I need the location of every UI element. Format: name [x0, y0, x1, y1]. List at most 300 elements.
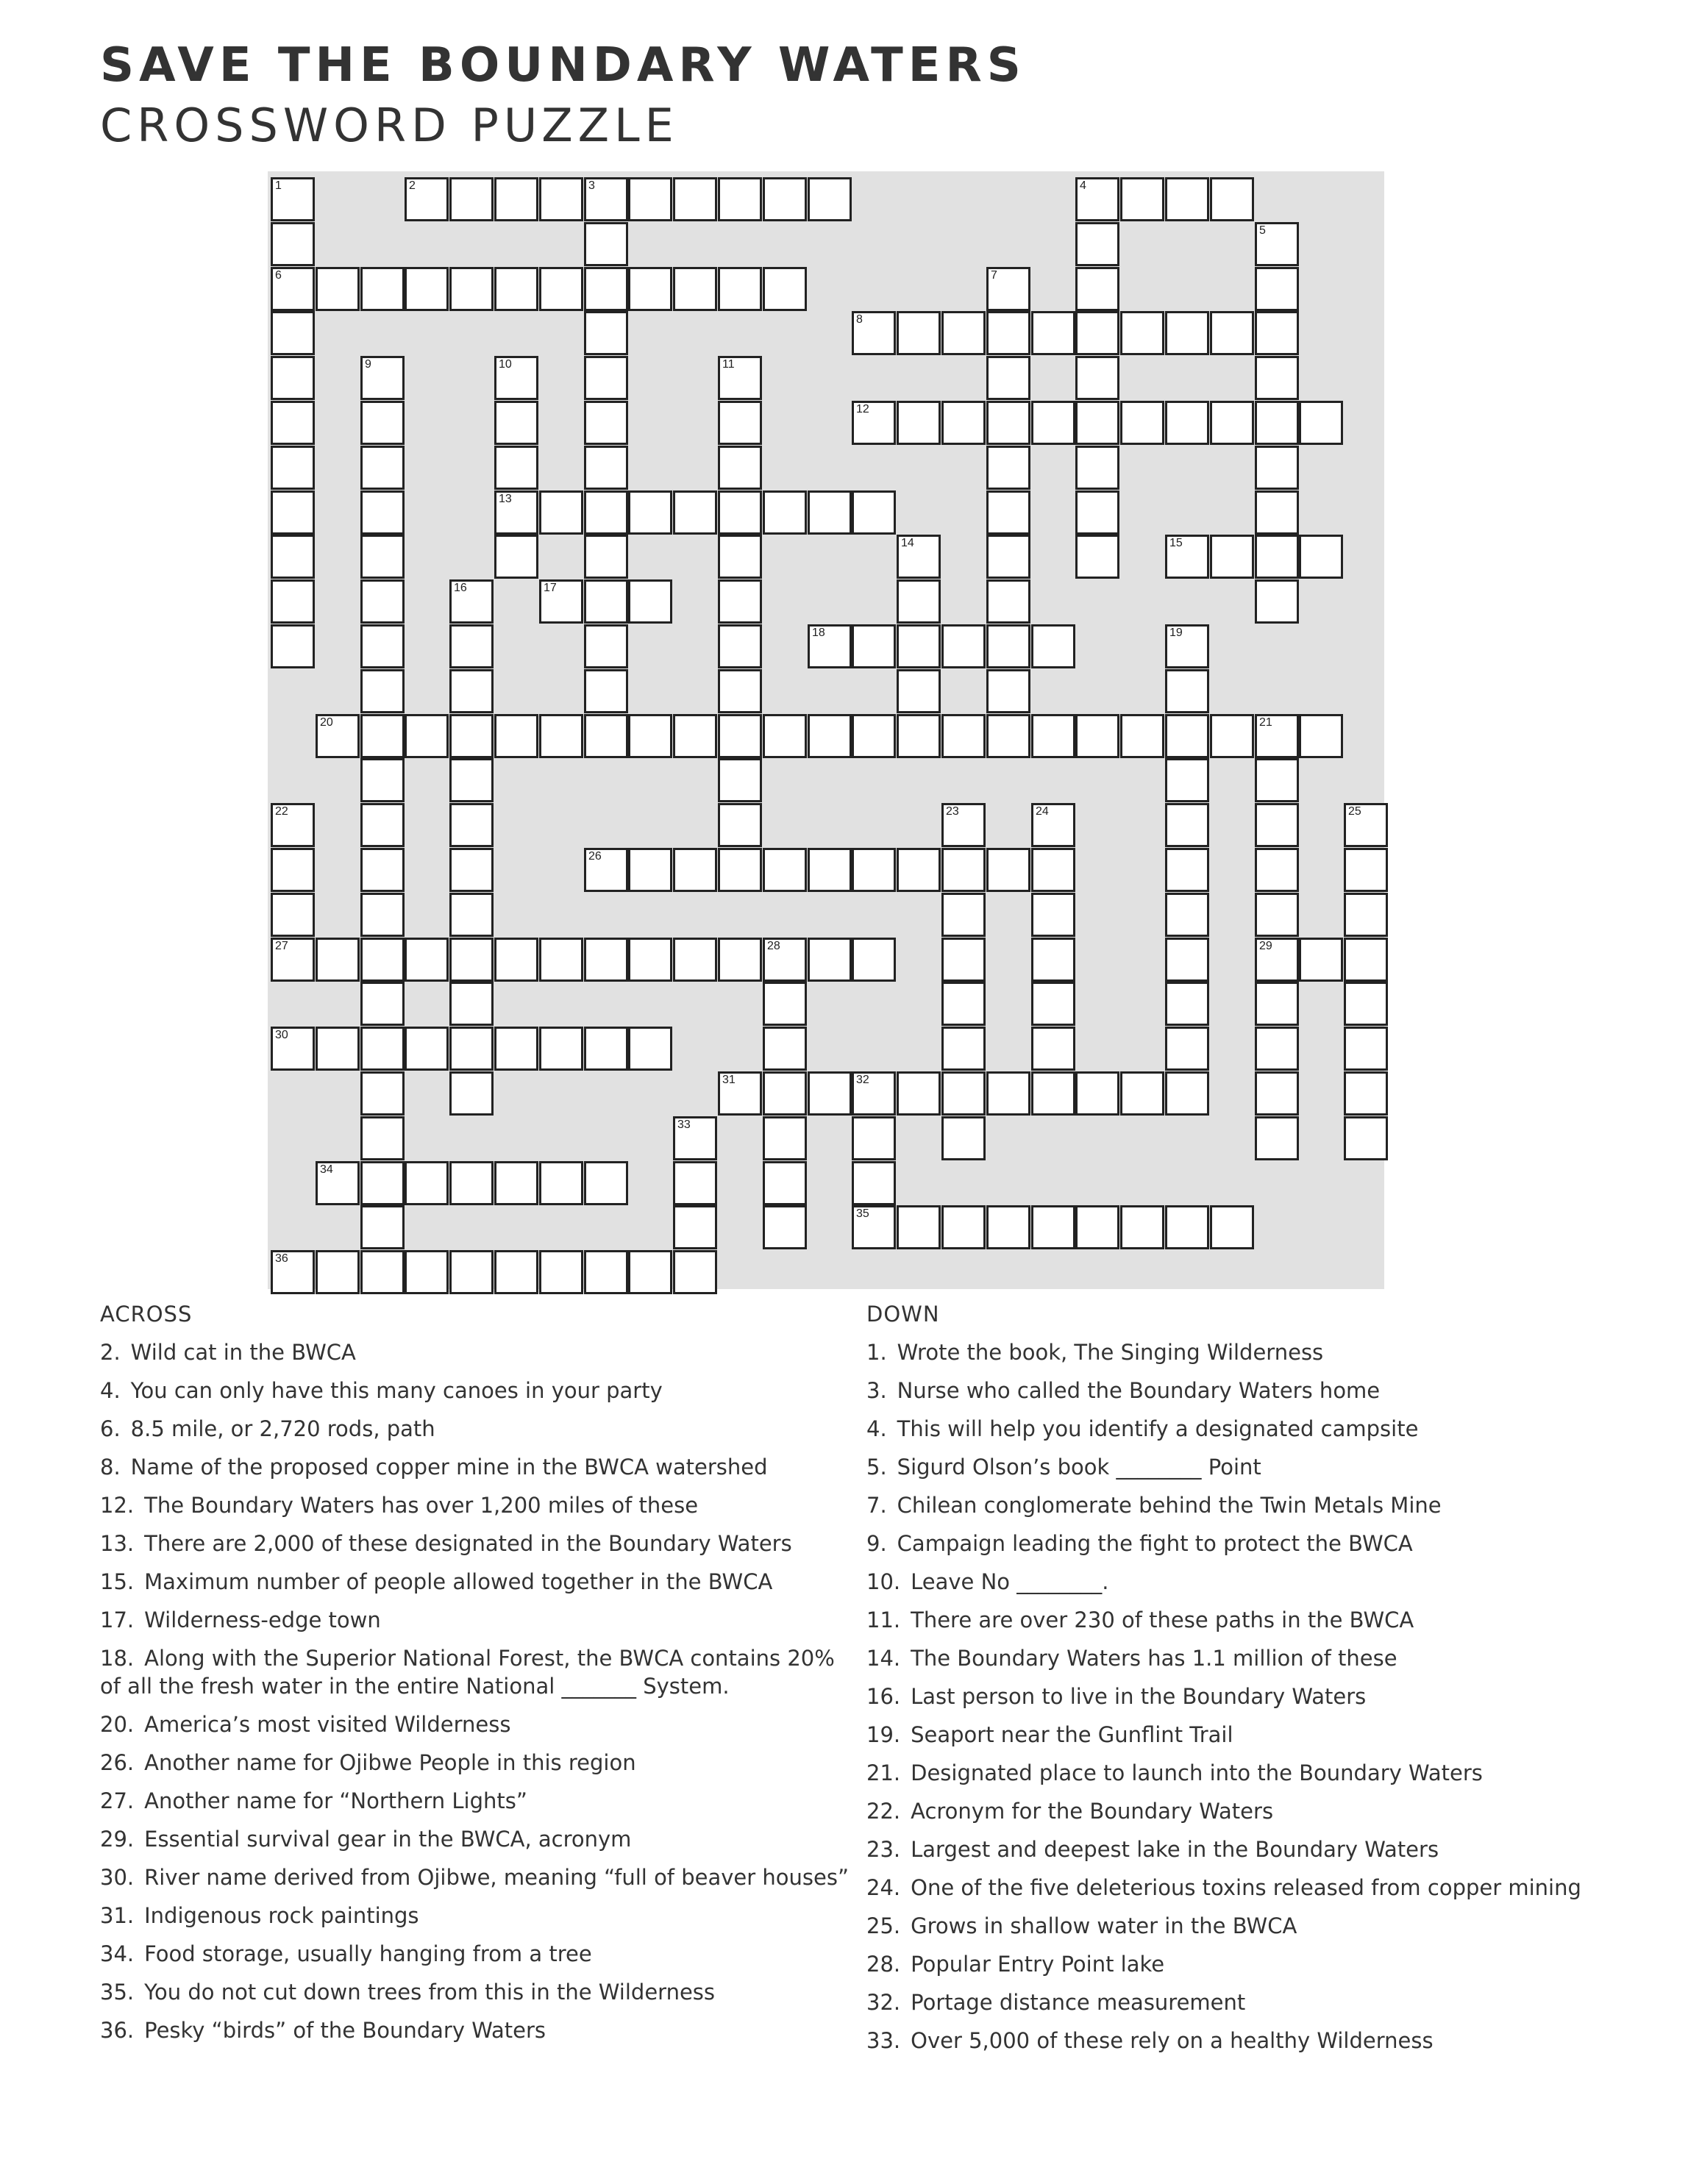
crossword-cell[interactable]: [628, 938, 672, 982]
crossword-cell[interactable]: [1120, 401, 1164, 445]
crossword-cell[interactable]: [673, 938, 717, 982]
crossword-cell[interactable]: [449, 1250, 494, 1294]
crossword-cell[interactable]: [1299, 401, 1343, 445]
crossword-cell[interactable]: [673, 1161, 717, 1205]
crossword-cell[interactable]: [584, 848, 628, 892]
crossword-cell[interactable]: [941, 982, 986, 1026]
crossword-cell[interactable]: [808, 490, 852, 535]
crossword-cell[interactable]: [1255, 446, 1299, 490]
crossword-cell[interactable]: [808, 848, 852, 892]
crossword-cell[interactable]: [360, 803, 405, 847]
crossword-cell[interactable]: [941, 803, 986, 847]
crossword-cell[interactable]: [271, 222, 315, 266]
crossword-cell[interactable]: [852, 1161, 896, 1205]
crossword-cell[interactable]: [584, 1027, 628, 1071]
crossword-cell[interactable]: [1299, 714, 1343, 758]
crossword-cell[interactable]: [718, 401, 762, 445]
crossword-cell[interactable]: [852, 624, 896, 668]
crossword-cell[interactable]: [673, 714, 717, 758]
crossword-cell[interactable]: [986, 401, 1030, 445]
crossword-cell[interactable]: [539, 267, 583, 311]
crossword-cell[interactable]: [763, 982, 807, 1026]
crossword-cell[interactable]: [1075, 222, 1119, 266]
crossword-cell[interactable]: [539, 1027, 583, 1071]
crossword-cell[interactable]: [673, 1116, 717, 1160]
crossword-cell[interactable]: [941, 938, 986, 982]
crossword-cell[interactable]: [360, 267, 405, 311]
clue-text: One of the five deleterious toxins released from copper mining: [911, 1875, 1581, 1900]
crossword-cell[interactable]: [539, 1250, 583, 1294]
crossword-cell[interactable]: [494, 1250, 538, 1294]
crossword-cell[interactable]: [986, 535, 1030, 579]
crossword-cell[interactable]: [271, 803, 315, 847]
crossword-cell[interactable]: [808, 938, 852, 982]
crossword-cell[interactable]: [986, 669, 1030, 713]
crossword-cell[interactable]: [718, 758, 762, 802]
clue-label-number: 25.: [866, 1913, 901, 1938]
crossword-cell[interactable]: [449, 267, 494, 311]
crossword-cell[interactable]: [941, 1027, 986, 1071]
crossword-cell[interactable]: [986, 624, 1030, 668]
crossword-cell[interactable]: [539, 938, 583, 982]
crossword-cell[interactable]: [941, 714, 986, 758]
crossword-cell[interactable]: [271, 1250, 315, 1294]
crossword-cell[interactable]: [1165, 938, 1209, 982]
crossword-cell[interactable]: [1031, 624, 1075, 668]
crossword-cell[interactable]: [494, 714, 538, 758]
crossword-cell[interactable]: [449, 938, 494, 982]
clue-label-number: 10.: [866, 1569, 901, 1594]
crossword-cell[interactable]: [763, 1116, 807, 1160]
crossword-cell[interactable]: [584, 714, 628, 758]
clue-text: Grows in shallow water in the BWCA: [911, 1913, 1297, 1938]
crossword-cell[interactable]: [316, 1027, 360, 1071]
crossword-cell[interactable]: [1344, 982, 1388, 1026]
crossword-cell[interactable]: [1165, 1205, 1209, 1249]
crossword-cell[interactable]: [360, 535, 405, 579]
crossword-cell[interactable]: [494, 401, 538, 445]
crossword-cell[interactable]: [1344, 803, 1388, 847]
crossword-cell[interactable]: [1031, 714, 1075, 758]
crossword-cell[interactable]: [1031, 982, 1075, 1026]
crossword-cell[interactable]: [360, 1116, 405, 1160]
crossword-cell[interactable]: [763, 490, 807, 535]
crossword-cell[interactable]: [1210, 1205, 1254, 1249]
crossword-cell[interactable]: [852, 401, 896, 445]
crossword-cell[interactable]: [673, 177, 717, 221]
crossword-cell[interactable]: [1165, 1071, 1209, 1116]
crossword-cell[interactable]: [1075, 1205, 1119, 1249]
crossword-cell[interactable]: [628, 579, 672, 624]
crossword-cell[interactable]: [449, 758, 494, 802]
crossword-cell[interactable]: [1075, 535, 1119, 579]
crossword-cell[interactable]: [1255, 401, 1299, 445]
crossword-cell[interactable]: [360, 1205, 405, 1249]
crossword-cell[interactable]: [986, 267, 1030, 311]
crossword-cell[interactable]: [584, 446, 628, 490]
crossword-cell[interactable]: [718, 714, 762, 758]
crossword-cell[interactable]: [271, 401, 315, 445]
crossword-cell[interactable]: [673, 848, 717, 892]
crossword-cell[interactable]: [1255, 356, 1299, 400]
crossword-cell[interactable]: [449, 982, 494, 1026]
crossword-cell[interactable]: [763, 848, 807, 892]
crossword-cell[interactable]: [584, 624, 628, 668]
crossword-cell[interactable]: [718, 356, 762, 400]
crossword-cell[interactable]: [808, 624, 852, 668]
crossword-cell[interactable]: [897, 669, 941, 713]
crossword-cell[interactable]: [1120, 311, 1164, 355]
crossword-cell[interactable]: [897, 624, 941, 668]
crossword-cell[interactable]: [1120, 177, 1164, 221]
crossword-cell[interactable]: [271, 579, 315, 624]
crossword-cell[interactable]: [360, 714, 405, 758]
crossword-cell[interactable]: [763, 1161, 807, 1205]
crossword-cell[interactable]: [986, 714, 1030, 758]
crossword-cell[interactable]: [808, 177, 852, 221]
crossword-cell[interactable]: [360, 401, 405, 445]
crossword-cell[interactable]: [1031, 893, 1075, 937]
crossword-cell[interactable]: [360, 982, 405, 1026]
crossword-cell[interactable]: [718, 624, 762, 668]
crossword-cell[interactable]: [1255, 1116, 1299, 1160]
crossword-cell[interactable]: [628, 848, 672, 892]
crossword-cell[interactable]: [271, 267, 315, 311]
crossword-cell[interactable]: [1344, 848, 1388, 892]
across-clue: [100, 2016, 850, 2044]
crossword-cell[interactable]: [718, 535, 762, 579]
crossword-cell[interactable]: [986, 356, 1030, 400]
crossword-cell[interactable]: [360, 579, 405, 624]
crossword-cell[interactable]: [941, 311, 986, 355]
crossword-cell[interactable]: [1075, 401, 1119, 445]
crossword-cell[interactable]: [852, 848, 896, 892]
crossword-cell[interactable]: [360, 938, 405, 982]
crossword-cell[interactable]: [316, 938, 360, 982]
crossword-cell[interactable]: [584, 311, 628, 355]
crossword-cell[interactable]: [1075, 311, 1119, 355]
crossword-cell[interactable]: [628, 177, 672, 221]
crossword-cell[interactable]: [718, 1071, 762, 1116]
crossword-cell[interactable]: [628, 490, 672, 535]
crossword-cell[interactable]: [897, 401, 941, 445]
crossword-cell[interactable]: [1210, 535, 1254, 579]
crossword-cell[interactable]: [271, 356, 315, 400]
crossword-cell[interactable]: [449, 803, 494, 847]
crossword-cell[interactable]: [673, 1250, 717, 1294]
crossword-cell[interactable]: [360, 446, 405, 490]
crossword-cell[interactable]: [1255, 311, 1299, 355]
crossword-cell[interactable]: [1344, 1027, 1388, 1071]
crossword-cell[interactable]: [405, 714, 449, 758]
crossword-cell[interactable]: [539, 579, 583, 624]
crossword-cell[interactable]: [941, 1116, 986, 1160]
crossword-cell[interactable]: [449, 893, 494, 937]
crossword-cell[interactable]: [449, 1027, 494, 1071]
crossword-cell[interactable]: [897, 848, 941, 892]
crossword-cell[interactable]: [360, 669, 405, 713]
crossword-cell[interactable]: [360, 1250, 405, 1294]
crossword-cell[interactable]: [1031, 1071, 1075, 1116]
crossword-cell[interactable]: [628, 1027, 672, 1071]
crossword-cell[interactable]: [852, 938, 896, 982]
crossword-cell[interactable]: [808, 714, 852, 758]
crossword-cell[interactable]: [1344, 893, 1388, 937]
crossword-cell[interactable]: [584, 490, 628, 535]
crossword-cell[interactable]: [941, 1071, 986, 1116]
crossword-cell[interactable]: [584, 401, 628, 445]
crossword-cell[interactable]: [449, 848, 494, 892]
crossword-cell[interactable]: [763, 267, 807, 311]
crossword-cell[interactable]: [1210, 714, 1254, 758]
crossword-cell[interactable]: [1031, 401, 1075, 445]
crossword-cell[interactable]: [316, 714, 360, 758]
crossword-cell[interactable]: [1075, 267, 1119, 311]
crossword-cell[interactable]: [494, 177, 538, 221]
crossword-cell[interactable]: [449, 579, 494, 624]
crossword-cell[interactable]: [628, 267, 672, 311]
crossword-cell[interactable]: [1165, 848, 1209, 892]
crossword-cell[interactable]: [986, 311, 1030, 355]
crossword-cell[interactable]: [718, 848, 762, 892]
crossword-cell[interactable]: [360, 758, 405, 802]
crossword-cell[interactable]: [852, 714, 896, 758]
crossword-cell[interactable]: [852, 1071, 896, 1116]
crossword-cell[interactable]: [494, 356, 538, 400]
crossword-cell[interactable]: [1165, 177, 1209, 221]
crossword-cell[interactable]: [584, 1161, 628, 1205]
crossword-cell[interactable]: [941, 893, 986, 937]
crossword-cell[interactable]: [449, 624, 494, 668]
crossword-cell[interactable]: [584, 938, 628, 982]
crossword-cell[interactable]: [986, 1071, 1030, 1116]
crossword-cell[interactable]: [271, 1027, 315, 1071]
crossword-cell[interactable]: [360, 1027, 405, 1071]
crossword-cell[interactable]: [852, 490, 896, 535]
crossword-cell[interactable]: [1255, 222, 1299, 266]
crossword-cell[interactable]: [1255, 1071, 1299, 1116]
crossword-cell[interactable]: [316, 1161, 360, 1205]
crossword-cell[interactable]: [628, 714, 672, 758]
crossword-cell[interactable]: [897, 579, 941, 624]
crossword-cell[interactable]: [1255, 982, 1299, 1026]
crossword-cell[interactable]: [494, 490, 538, 535]
crossword-cell[interactable]: [494, 1027, 538, 1071]
crossword-cell[interactable]: [584, 177, 628, 221]
crossword-cell[interactable]: [852, 1205, 896, 1249]
crossword-cell[interactable]: [1120, 714, 1164, 758]
crossword-cell[interactable]: [405, 267, 449, 311]
crossword-cell[interactable]: [494, 446, 538, 490]
crossword-cell[interactable]: [763, 1027, 807, 1071]
crossword-cell[interactable]: [539, 1161, 583, 1205]
crossword-cell[interactable]: [1210, 311, 1254, 355]
crossword-cell[interactable]: [763, 177, 807, 221]
crossword-cell[interactable]: [941, 848, 986, 892]
crossword-cell[interactable]: [360, 848, 405, 892]
crossword-cell[interactable]: [584, 356, 628, 400]
crossword-cell[interactable]: [897, 1071, 941, 1116]
crossword-cell[interactable]: [1255, 714, 1299, 758]
crossword-cell[interactable]: [718, 669, 762, 713]
crossword-cell[interactable]: [271, 490, 315, 535]
crossword-cell[interactable]: [628, 1250, 672, 1294]
crossword-cell[interactable]: [1165, 893, 1209, 937]
crossword-cell[interactable]: [1255, 848, 1299, 892]
crossword-cell[interactable]: [763, 714, 807, 758]
crossword-cell[interactable]: [584, 222, 628, 266]
crossword-cell[interactable]: [360, 1161, 405, 1205]
crossword-cell[interactable]: [1255, 758, 1299, 802]
crossword-cell[interactable]: [986, 579, 1030, 624]
crossword-cell[interactable]: [1255, 579, 1299, 624]
crossword-cell[interactable]: [1165, 535, 1209, 579]
crossword-cell[interactable]: [539, 714, 583, 758]
crossword-cell[interactable]: [852, 1116, 896, 1160]
crossword-cell[interactable]: [405, 1027, 449, 1071]
crossword-cell[interactable]: [271, 624, 315, 668]
crossword-cell[interactable]: [271, 938, 315, 982]
crossword-cell[interactable]: [941, 624, 986, 668]
crossword-cell[interactable]: [584, 267, 628, 311]
crossword-cell[interactable]: [718, 267, 762, 311]
crossword-cell[interactable]: [316, 267, 360, 311]
crossword-cell[interactable]: [673, 1205, 717, 1249]
crossword-cell[interactable]: [986, 848, 1030, 892]
crossword-cell[interactable]: [584, 1250, 628, 1294]
crossword-cell[interactable]: [1165, 714, 1209, 758]
crossword-cell[interactable]: [941, 401, 986, 445]
crossword-cell[interactable]: [449, 1161, 494, 1205]
crossword-cell[interactable]: [1075, 714, 1119, 758]
crossword-cell[interactable]: [449, 714, 494, 758]
crossword-cell[interactable]: [494, 535, 538, 579]
crossword-cell[interactable]: [360, 356, 405, 400]
crossword-cell[interactable]: [673, 490, 717, 535]
crossword-cell[interactable]: [718, 490, 762, 535]
crossword-cell[interactable]: [271, 177, 315, 221]
crossword-cell[interactable]: [405, 1161, 449, 1205]
crossword-cell[interactable]: [539, 490, 583, 535]
crossword-cell[interactable]: [852, 311, 896, 355]
clue-label-number: 2.: [100, 1340, 121, 1365]
crossword-cell[interactable]: [1165, 669, 1209, 713]
crossword-cell[interactable]: [316, 1250, 360, 1294]
crossword-cell[interactable]: [1165, 401, 1209, 445]
crossword-cell[interactable]: [1344, 1071, 1388, 1116]
crossword-cell[interactable]: [897, 535, 941, 579]
crossword-cell[interactable]: [1165, 311, 1209, 355]
crossword-cell[interactable]: [763, 938, 807, 982]
crossword-cell[interactable]: [897, 714, 941, 758]
crossword-cell[interactable]: [1210, 401, 1254, 445]
clue-number: 19: [1169, 627, 1183, 639]
crossword-cell[interactable]: [1255, 803, 1299, 847]
crossword-cell[interactable]: [986, 446, 1030, 490]
crossword-cell[interactable]: [1255, 535, 1299, 579]
crossword-cell[interactable]: [1165, 758, 1209, 802]
crossword-cell[interactable]: [271, 446, 315, 490]
crossword-cell[interactable]: [1344, 1116, 1388, 1160]
crossword-cell[interactable]: [763, 1205, 807, 1249]
crossword-cell[interactable]: [673, 267, 717, 311]
crossword-cell[interactable]: [1344, 938, 1388, 982]
crossword-cell[interactable]: [584, 669, 628, 713]
crossword-cell[interactable]: [494, 938, 538, 982]
crossword-cell[interactable]: [271, 311, 315, 355]
crossword-cell[interactable]: [1120, 1071, 1164, 1116]
crossword-cell[interactable]: [360, 490, 405, 535]
crossword-cell[interactable]: [1255, 893, 1299, 937]
crossword-cell[interactable]: [271, 848, 315, 892]
crossword-cell[interactable]: [1255, 1027, 1299, 1071]
crossword-cell[interactable]: [1031, 1205, 1075, 1249]
crossword-cell[interactable]: [539, 177, 583, 221]
crossword-cell[interactable]: [1165, 982, 1209, 1026]
crossword-cell[interactable]: [986, 1205, 1030, 1249]
crossword-cell[interactable]: [1165, 803, 1209, 847]
crossword-cell[interactable]: [1165, 624, 1209, 668]
crossword-cell[interactable]: [405, 938, 449, 982]
crossword-cell[interactable]: [1299, 535, 1343, 579]
crossword-cell[interactable]: [494, 267, 538, 311]
crossword-cell[interactable]: [1031, 1027, 1075, 1071]
crossword-cell[interactable]: [1075, 490, 1119, 535]
crossword-cell[interactable]: [718, 803, 762, 847]
crossword-cell[interactable]: [584, 535, 628, 579]
crossword-cell[interactable]: [718, 177, 762, 221]
crossword-cell[interactable]: [449, 177, 494, 221]
crossword-cell[interactable]: [405, 1250, 449, 1294]
crossword-cell[interactable]: [494, 1161, 538, 1205]
crossword-cell[interactable]: [1210, 177, 1254, 221]
crossword-cell[interactable]: [897, 311, 941, 355]
crossword-cell[interactable]: [449, 1071, 494, 1116]
crossword-cell[interactable]: [808, 1071, 852, 1116]
crossword-cell[interactable]: [718, 938, 762, 982]
crossword-cell[interactable]: [1120, 1205, 1164, 1249]
crossword-cell[interactable]: [1031, 311, 1075, 355]
crossword-cell[interactable]: [449, 669, 494, 713]
crossword-cell[interactable]: [1075, 177, 1119, 221]
crossword-cell[interactable]: [360, 624, 405, 668]
crossword-cell[interactable]: [1255, 267, 1299, 311]
crossword-cell[interactable]: [360, 1071, 405, 1116]
crossword-cell[interactable]: [1165, 1027, 1209, 1071]
clue-number: 11: [722, 358, 735, 371]
crossword-cell[interactable]: [897, 1205, 941, 1249]
crossword-cell[interactable]: [986, 490, 1030, 535]
crossword-cell[interactable]: [1075, 1071, 1119, 1116]
crossword-cell[interactable]: [1031, 803, 1075, 847]
crossword-cell[interactable]: [1255, 490, 1299, 535]
crossword-cell[interactable]: [718, 579, 762, 624]
crossword-cell[interactable]: [1075, 446, 1119, 490]
crossword-cell[interactable]: [405, 177, 449, 221]
crossword-cell[interactable]: [718, 446, 762, 490]
crossword-cell[interactable]: [1075, 356, 1119, 400]
crossword-cell[interactable]: [763, 1071, 807, 1116]
crossword-cell[interactable]: [271, 893, 315, 937]
crossword-cell[interactable]: [271, 535, 315, 579]
crossword-cell[interactable]: [1031, 938, 1075, 982]
crossword-cell[interactable]: [1031, 848, 1075, 892]
crossword-cell[interactable]: [1255, 938, 1299, 982]
crossword-cell[interactable]: [584, 579, 628, 624]
crossword-cell[interactable]: [1299, 938, 1343, 982]
crossword-cell[interactable]: [360, 893, 405, 937]
crossword-cell[interactable]: [941, 1205, 986, 1249]
